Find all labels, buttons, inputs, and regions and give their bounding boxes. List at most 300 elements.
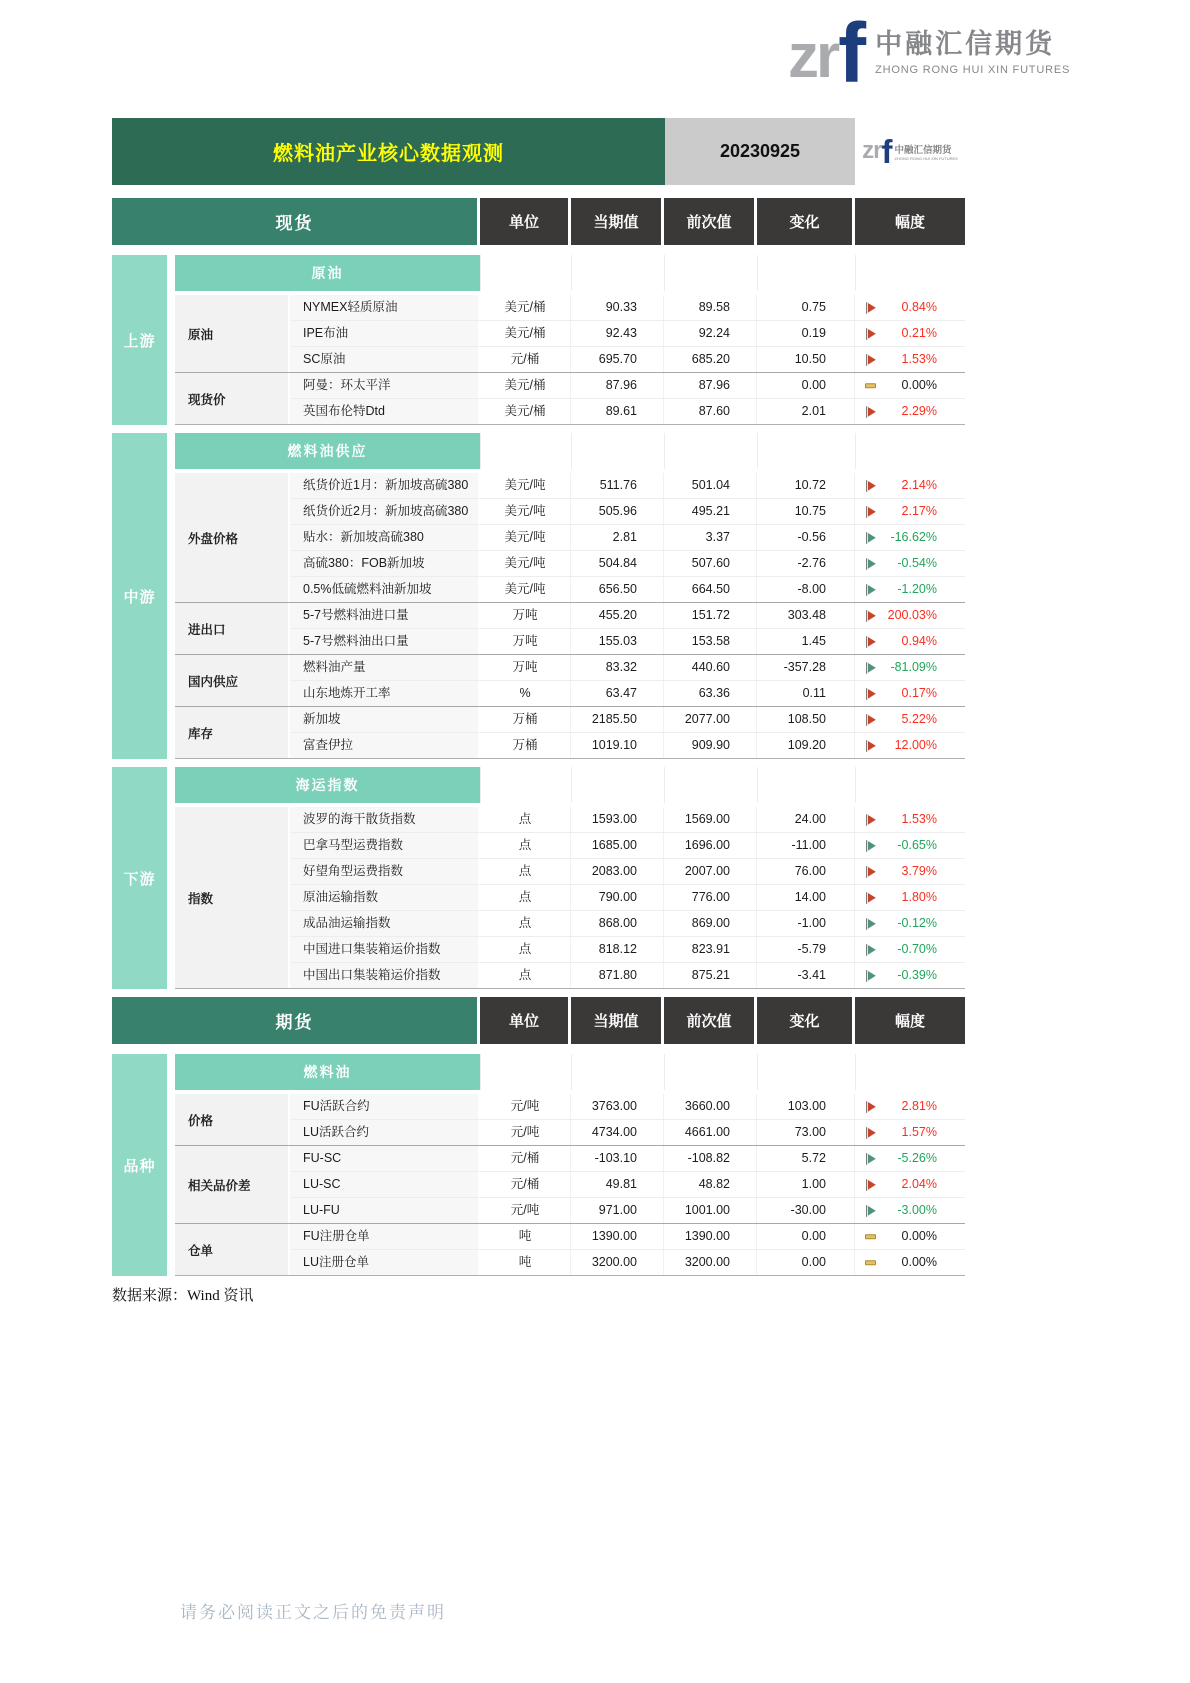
trend-up-flag-icon: [855, 1120, 885, 1145]
row-change-value: 10.72: [757, 473, 855, 498]
subheader-filler-cell: [571, 255, 664, 291]
trend-up-flag-icon: [855, 1094, 885, 1119]
group-rows: [290, 807, 965, 988]
row-name: FU-SC: [290, 1146, 480, 1171]
subheader-filler-cell: [571, 767, 664, 803]
group-label: 价格: [175, 1094, 290, 1145]
table-row: [290, 1249, 965, 1275]
row-unit: 美元/吨: [480, 499, 571, 524]
row-name: LU-FU: [290, 1198, 480, 1223]
row-previous-value: 153.58: [664, 629, 757, 654]
section-band-label: 下游: [123, 870, 156, 888]
row-current-value: 868.00: [571, 911, 664, 936]
table-row: [290, 732, 965, 758]
row-change-percent: 1.57%: [901, 1125, 937, 1139]
row-current-value: 871.80: [571, 963, 664, 988]
subheader-filler-cell: [855, 255, 965, 291]
row-change-percent: 5.22%: [901, 712, 937, 726]
subheader-label: 原油: [175, 255, 480, 291]
row-change-percent: -0.70%: [897, 942, 937, 956]
row-change-value: 24.00: [757, 807, 855, 832]
row-current-value: 4734.00: [571, 1120, 664, 1145]
row-current-value: 92.43: [571, 321, 664, 346]
table-row: [290, 936, 965, 962]
table-row: [290, 473, 965, 498]
row-current-value: 2.81: [571, 525, 664, 550]
row-unit: 点: [480, 807, 571, 832]
row-change-percent: 2.17%: [901, 504, 937, 518]
row-name: 纸货价近2月：新加坡高硫380: [290, 499, 480, 524]
table-row: [290, 1119, 965, 1145]
mini-logo-wordmark: [895, 142, 958, 161]
group-block: [175, 1145, 965, 1223]
table-row: [290, 1146, 965, 1171]
row-change-value: 1.45: [757, 629, 855, 654]
section-body: [175, 255, 965, 425]
row-current-value: 63.47: [571, 681, 664, 706]
trend-up-flag-icon: [855, 733, 885, 758]
trend-down-flag-icon: [855, 911, 885, 936]
row-current-value: 695.70: [571, 347, 664, 372]
subheader-label: 海运指数: [175, 767, 480, 803]
row-unit: 点: [480, 937, 571, 962]
row-current-value: 3763.00: [571, 1094, 664, 1119]
subheader-filler-cell: [480, 433, 571, 469]
row-unit: 吨: [480, 1250, 571, 1275]
report-date: 20230925: [665, 118, 855, 185]
row-change-value: -11.00: [757, 833, 855, 858]
group-label: 指数: [175, 807, 290, 988]
row-unit: 美元/桶: [480, 321, 571, 346]
row-change-percent: 0.21%: [901, 326, 937, 340]
trend-up-flag-icon: [855, 603, 885, 628]
group-block: [175, 295, 965, 372]
mini-logo-name-cn: 中融汇信期货: [894, 145, 952, 156]
trend-up-flag-icon: [855, 473, 885, 498]
row-previous-value: 909.90: [664, 733, 757, 758]
row-name: 富查伊拉: [290, 733, 480, 758]
row-unit: 万桶: [480, 733, 571, 758]
table-header-row: [112, 997, 965, 1044]
row-unit: 吨: [480, 1224, 571, 1249]
row-unit: 点: [480, 911, 571, 936]
row-unit: 点: [480, 859, 571, 884]
row-name: 高硫380：FOB新加坡: [290, 551, 480, 576]
futures-table: [112, 997, 965, 1276]
table-section: [112, 255, 965, 425]
group-rows: [290, 603, 965, 654]
subheader-filler-cell: [757, 433, 855, 469]
row-previous-value: 1390.00: [664, 1224, 757, 1249]
trend-up-flag-icon: [855, 707, 885, 732]
section-body: [175, 767, 965, 989]
row-unit: 美元/吨: [480, 577, 571, 602]
row-name: 山东地炼开工率: [290, 681, 480, 706]
row-change-value: 10.50: [757, 347, 855, 372]
row-change-percent: -0.65%: [897, 838, 937, 852]
row-change-percent: -0.54%: [897, 556, 937, 570]
row-change-percent: 2.14%: [901, 478, 937, 492]
row-previous-value: 685.20: [664, 347, 757, 372]
group-rows: [290, 1146, 965, 1223]
row-change-percent: 0.00%: [901, 1255, 937, 1269]
table-row: [290, 1094, 965, 1119]
table-row: [290, 576, 965, 602]
row-change-value: 73.00: [757, 1120, 855, 1145]
table-row: [290, 962, 965, 988]
row-change-value: 0.00: [757, 1250, 855, 1275]
trend-up-flag-icon: [855, 499, 885, 524]
row-previous-value: 1696.00: [664, 833, 757, 858]
trend-up-flag-icon: [855, 807, 885, 832]
row-change-value: 14.00: [757, 885, 855, 910]
subheader-label: 燃料油供应: [175, 433, 480, 469]
row-unit: 美元/桶: [480, 399, 571, 424]
section-body: [175, 433, 965, 759]
table-row: [290, 550, 965, 576]
row-previous-value: 776.00: [664, 885, 757, 910]
row-name: FU活跃合约: [290, 1094, 480, 1119]
trend-flat-flag-icon: [855, 1224, 885, 1249]
row-current-value: 511.76: [571, 473, 664, 498]
row-unit: 美元/桶: [480, 295, 571, 320]
row-unit: 美元/桶: [480, 373, 571, 398]
subheader-label: 燃料油: [175, 1054, 480, 1090]
row-change-percent: 0.00%: [901, 378, 937, 392]
section-band: [112, 767, 167, 989]
row-change-value: -3.41: [757, 963, 855, 988]
section-band-label: 中游: [123, 588, 156, 606]
logo-zr-text: zr: [788, 21, 838, 91]
report-content: [112, 118, 965, 1305]
row-change-value: -1.00: [757, 911, 855, 936]
row-unit: 万吨: [480, 629, 571, 654]
table-row: [290, 603, 965, 628]
row-previous-value: 48.82: [664, 1172, 757, 1197]
trend-down-flag-icon: [855, 833, 885, 858]
row-change-value: 0.11: [757, 681, 855, 706]
trend-down-flag-icon: [855, 655, 885, 680]
row-change-percent: -0.12%: [897, 916, 937, 930]
table-row: [290, 295, 965, 320]
row-name: 波罗的海干散货指数: [290, 807, 480, 832]
row-change-value: -357.28: [757, 655, 855, 680]
table-row: [290, 910, 965, 936]
row-name: LU-SC: [290, 1172, 480, 1197]
table-row: [290, 1171, 965, 1197]
row-change-value: 108.50: [757, 707, 855, 732]
row-change-percent: 1.80%: [901, 890, 937, 904]
subheader-filler-cell: [757, 1054, 855, 1090]
table-row: [290, 884, 965, 910]
trend-down-flag-icon: [855, 963, 885, 988]
logo-f-text: f: [838, 5, 867, 100]
row-unit: 万吨: [480, 655, 571, 680]
row-name: 5-7号燃料油出口量: [290, 629, 480, 654]
trend-up-flag-icon: [855, 1172, 885, 1197]
row-change-value: -0.56: [757, 525, 855, 550]
table-row: [290, 398, 965, 424]
row-previous-value: 4661.00: [664, 1120, 757, 1145]
company-logo: [788, 5, 1071, 100]
group-block: [175, 372, 965, 424]
trend-up-flag-icon: [855, 347, 885, 372]
group-block: [175, 1223, 965, 1275]
row-name: SC原油: [290, 347, 480, 372]
subheader-filler-cell: [757, 255, 855, 291]
row-current-value: 971.00: [571, 1198, 664, 1223]
group-rows: [290, 473, 965, 602]
row-current-value: -103.10: [571, 1146, 664, 1171]
trend-down-flag-icon: [855, 937, 885, 962]
row-name: 阿曼：环太平洋: [290, 373, 480, 398]
row-previous-value: 92.24: [664, 321, 757, 346]
row-previous-value: 87.60: [664, 399, 757, 424]
logo-company-name-en: ZHONG RONG HUI XIN FUTURES: [875, 64, 1071, 76]
row-previous-value: 63.36: [664, 681, 757, 706]
row-previous-value: 664.50: [664, 577, 757, 602]
row-previous-value: 1569.00: [664, 807, 757, 832]
row-change-value: 5.72: [757, 1146, 855, 1171]
row-change-percent: -16.62%: [890, 530, 937, 544]
row-change-value: 0.00: [757, 373, 855, 398]
row-change-value: -2.76: [757, 551, 855, 576]
trend-flat-flag-icon: [855, 373, 885, 398]
group-block: [175, 807, 965, 988]
table-row: [290, 524, 965, 550]
trend-up-flag-icon: [855, 859, 885, 884]
row-change-value: 76.00: [757, 859, 855, 884]
table-section: [112, 1054, 965, 1276]
column-header: 当期值: [571, 198, 661, 245]
mini-logo-zr-text: zr: [862, 137, 882, 165]
row-change-percent: 1.53%: [901, 352, 937, 366]
row-name: 中国进口集装箱运价指数: [290, 937, 480, 962]
row-change-value: 0.00: [757, 1224, 855, 1249]
row-unit: 美元/吨: [480, 525, 571, 550]
row-change-value: -8.00: [757, 577, 855, 602]
row-unit: 元/吨: [480, 1198, 571, 1223]
subheader-row: [175, 767, 965, 803]
row-previous-value: 89.58: [664, 295, 757, 320]
table-section: [112, 433, 965, 759]
trend-down-flag-icon: [855, 551, 885, 576]
row-current-value: 1390.00: [571, 1224, 664, 1249]
row-name: 好望角型运费指数: [290, 859, 480, 884]
trend-down-flag-icon: [855, 577, 885, 602]
data-source: 数据来源：Wind 资讯: [112, 1288, 254, 1304]
row-current-value: 1593.00: [571, 807, 664, 832]
disclaimer: 请务必阅读正文之后的免责声明: [180, 1603, 446, 1622]
group-label: 原油: [175, 295, 290, 372]
group-rows: [290, 373, 965, 424]
row-name: 贴水：新加坡高硫380: [290, 525, 480, 550]
row-previous-value: 3.37: [664, 525, 757, 550]
row-current-value: 2083.00: [571, 859, 664, 884]
row-unit: 元/桶: [480, 347, 571, 372]
trend-up-flag-icon: [855, 295, 885, 320]
row-name: FU注册仓单: [290, 1224, 480, 1249]
table-row: [290, 346, 965, 372]
row-previous-value: 3200.00: [664, 1250, 757, 1275]
trend-up-flag-icon: [855, 321, 885, 346]
group-label: 相关品价差: [175, 1146, 290, 1223]
row-name: LU活跃合约: [290, 1120, 480, 1145]
logo-company-name-cn: 中融汇信期货: [875, 29, 1056, 59]
table-row: [290, 680, 965, 706]
column-header: 前次值: [664, 997, 754, 1044]
spot-table: [112, 198, 965, 989]
trend-down-flag-icon: [855, 1146, 885, 1171]
row-name: 英国布伦特Dtd: [290, 399, 480, 424]
row-change-percent: 0.94%: [901, 634, 937, 648]
table-row: [290, 858, 965, 884]
row-change-value: 2.01: [757, 399, 855, 424]
row-current-value: 90.33: [571, 295, 664, 320]
row-current-value: 1685.00: [571, 833, 664, 858]
group-label: 现货价: [175, 373, 290, 424]
section-band: [112, 255, 167, 425]
subheader-filler-cell: [855, 1054, 965, 1090]
row-change-value: 103.00: [757, 1094, 855, 1119]
group-rows: [290, 707, 965, 758]
row-change-percent: 3.79%: [901, 864, 937, 878]
row-unit: 元/桶: [480, 1172, 571, 1197]
mini-logo-name-en: ZHONG RONG HUI XIN FUTURES: [894, 156, 958, 161]
subheader-row: [175, 255, 965, 291]
row-change-percent: 0.84%: [901, 300, 937, 314]
row-previous-value: 151.72: [664, 603, 757, 628]
group-block: [175, 706, 965, 758]
section-band-label: 品种: [123, 1157, 156, 1175]
row-unit: 万吨: [480, 603, 571, 628]
group-rows: [290, 1224, 965, 1275]
row-current-value: 83.32: [571, 655, 664, 680]
column-header: 单位: [480, 198, 568, 245]
column-header: 前次值: [664, 198, 754, 245]
row-previous-value: 2007.00: [664, 859, 757, 884]
group-label: 库存: [175, 707, 290, 758]
trend-up-flag-icon: [855, 885, 885, 910]
row-change-percent: -3.00%: [897, 1203, 937, 1217]
column-header: 单位: [480, 997, 568, 1044]
table-title: 现货: [112, 198, 477, 245]
row-previous-value: 3660.00: [664, 1094, 757, 1119]
section-band: [112, 433, 167, 759]
row-previous-value: 87.96: [664, 373, 757, 398]
table-section: [112, 767, 965, 989]
row-change-value: 1.00: [757, 1172, 855, 1197]
row-name: NYMEX轻质原油: [290, 295, 480, 320]
row-name: LU注册仓单: [290, 1250, 480, 1275]
row-current-value: 2185.50: [571, 707, 664, 732]
row-name: 中国出口集装箱运价指数: [290, 963, 480, 988]
row-previous-value: 1001.00: [664, 1198, 757, 1223]
table-row: [290, 373, 965, 398]
tables-container: [112, 198, 965, 1276]
table-row: [290, 628, 965, 654]
row-unit: 元/吨: [480, 1094, 571, 1119]
row-change-value: 0.19: [757, 321, 855, 346]
row-unit: 万桶: [480, 707, 571, 732]
row-change-percent: 200.03%: [887, 608, 937, 622]
row-current-value: 87.96: [571, 373, 664, 398]
trend-flat-flag-icon: [855, 1250, 885, 1275]
row-change-value: 10.75: [757, 499, 855, 524]
row-name: 0.5%低硫燃料油新加坡: [290, 577, 480, 602]
section-band-label: 上游: [123, 332, 156, 350]
row-current-value: 89.61: [571, 399, 664, 424]
trend-up-flag-icon: [855, 399, 885, 424]
row-previous-value: 869.00: [664, 911, 757, 936]
group-rows: [290, 655, 965, 706]
row-current-value: 155.03: [571, 629, 664, 654]
table-row: [290, 832, 965, 858]
column-header: 变化: [757, 198, 852, 245]
page-title: 燃料油产业核心数据观测: [112, 118, 665, 185]
row-change-value: 303.48: [757, 603, 855, 628]
subheader-filler-cell: [855, 433, 965, 469]
row-previous-value: 507.60: [664, 551, 757, 576]
row-previous-value: -108.82: [664, 1146, 757, 1171]
row-current-value: 505.96: [571, 499, 664, 524]
trend-up-flag-icon: [855, 681, 885, 706]
subheader-filler-cell: [571, 433, 664, 469]
title-mini-logo: [855, 118, 965, 185]
row-current-value: 1019.10: [571, 733, 664, 758]
row-previous-value: 495.21: [664, 499, 757, 524]
row-change-value: -30.00: [757, 1198, 855, 1223]
section-body: [175, 1054, 965, 1276]
row-name: 新加坡: [290, 707, 480, 732]
group-label: 进出口: [175, 603, 290, 654]
row-change-percent: 0.17%: [901, 686, 937, 700]
subheader-row: [175, 1054, 965, 1090]
subheader-filler-cell: [571, 1054, 664, 1090]
trend-up-flag-icon: [855, 629, 885, 654]
column-header: 变化: [757, 997, 852, 1044]
row-current-value: 656.50: [571, 577, 664, 602]
subheader-filler-cell: [480, 1054, 571, 1090]
table-header-row: [112, 198, 965, 245]
row-unit: 点: [480, 963, 571, 988]
table-row: [290, 1224, 965, 1249]
logo-wordmark: [875, 22, 1070, 78]
row-previous-value: 501.04: [664, 473, 757, 498]
subheader-filler-cell: [855, 767, 965, 803]
row-change-percent: 2.04%: [901, 1177, 937, 1191]
row-previous-value: 2077.00: [664, 707, 757, 732]
table-row: [290, 320, 965, 346]
group-block: [175, 1094, 965, 1145]
row-change-percent: 0.00%: [901, 1229, 937, 1243]
table-row: [290, 707, 965, 732]
subheader-filler-cell: [664, 255, 757, 291]
subheader-filler-cell: [757, 767, 855, 803]
row-change-percent: -81.09%: [890, 660, 937, 674]
table-title: 期货: [112, 997, 477, 1044]
row-unit: 美元/吨: [480, 473, 571, 498]
row-change-value: 109.20: [757, 733, 855, 758]
table-row: [290, 498, 965, 524]
row-name: 原油运输指数: [290, 885, 480, 910]
subheader-filler-cell: [664, 433, 757, 469]
row-change-percent: -5.26%: [897, 1151, 937, 1165]
table-row: [290, 807, 965, 832]
row-change-percent: -0.39%: [897, 968, 937, 982]
row-name: 5-7号燃料油进口量: [290, 603, 480, 628]
group-label: 外盘价格: [175, 473, 290, 602]
